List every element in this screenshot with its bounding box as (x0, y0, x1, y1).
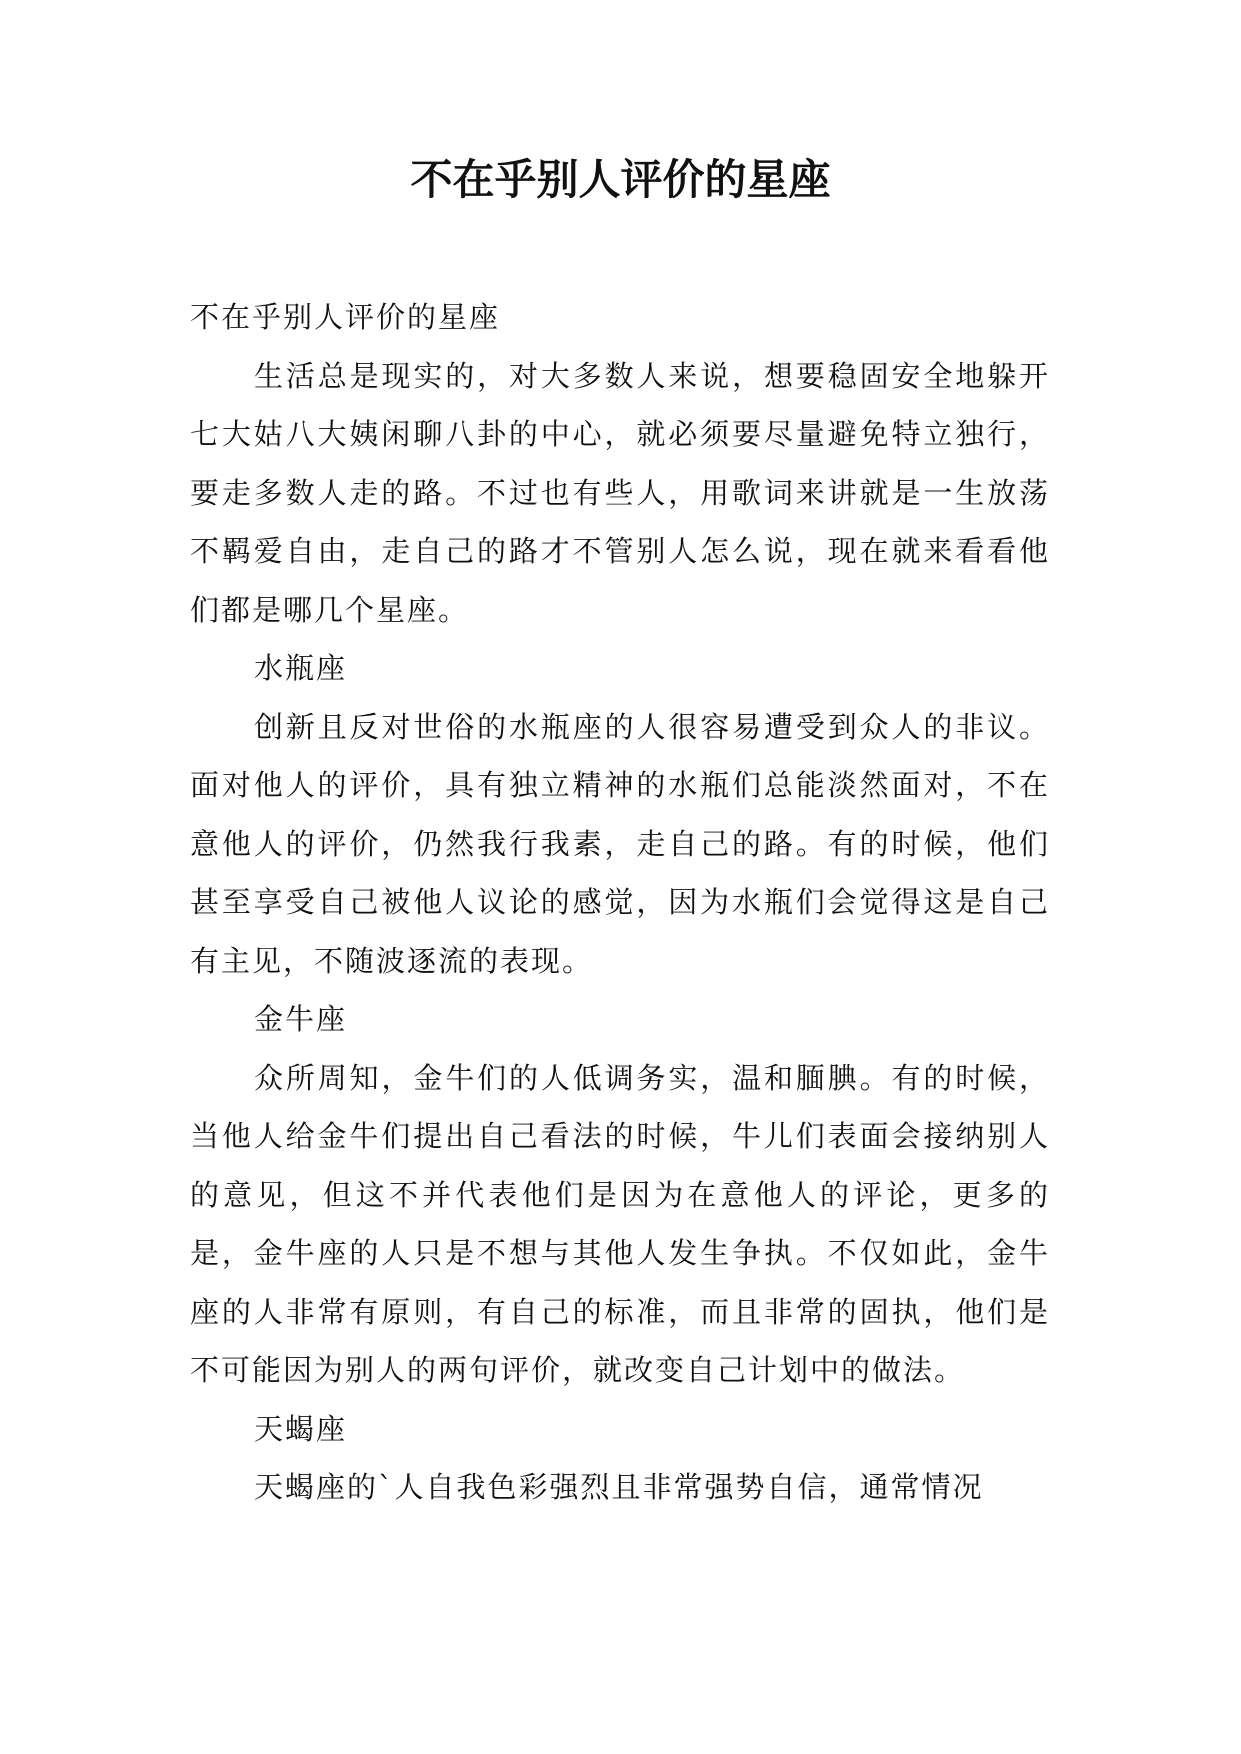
section-heading-aquarius: 水瓶座 (254, 651, 348, 685)
subtitle-line: 不在乎别人评价的星座 (190, 300, 501, 334)
document-body (190, 288, 1050, 1517)
section-body-aquarius: 创新且反对世俗的水瓶座的人很容易遭受到众人的非议。面对他人的评价，具有独立精神的水瓶们总能淡然面对，不在意他人的评价，仍然我行我素，走自己的路。有的时候，他们甚至享受自己被他人议论的感觉，因为水瓶们会觉得这是自己有主见，不随波逐流的表现。 (190, 709, 1050, 978)
section-body-scorpio: 天蝎座的`人自我色彩强烈且非常强势自信，通常情况 (254, 1470, 984, 1504)
intro-paragraph: 生活总是现实的，对大多数人来说，想要稳固安全地躲开七大姑八大姨闲聊八卦的中心，就必须要尽量避免特立独行，要走多数人走的路。不过也有些人，用歌词来讲就是一生放荡不羁爱自由，走自己的路才不管别人怎么说，现在就来看看他们都是哪几个星座。 (190, 358, 1050, 627)
section-body-taurus: 众所周知，金牛们的人低调务实，温和腼腆。有的时候，当他人给金牛们提出自己看法的时候，牛儿们表面会接纳别人的意见，但这不并代表他们是因为在意他人的评论，更多的是，金牛座的人只是不想与其他人发生争执。不仅如此，金牛座的人非常有原则，有自己的标准，而且非常的固执，他们是不可能因为别人的两句评价，就改变自己计划中的做法。 (190, 1060, 1050, 1387)
section-heading-scorpio: 天蝎座 (254, 1411, 348, 1446)
section-heading-taurus: 金牛座 (254, 1002, 348, 1036)
document-title: 不在乎别人评价的星座 (410, 155, 831, 204)
